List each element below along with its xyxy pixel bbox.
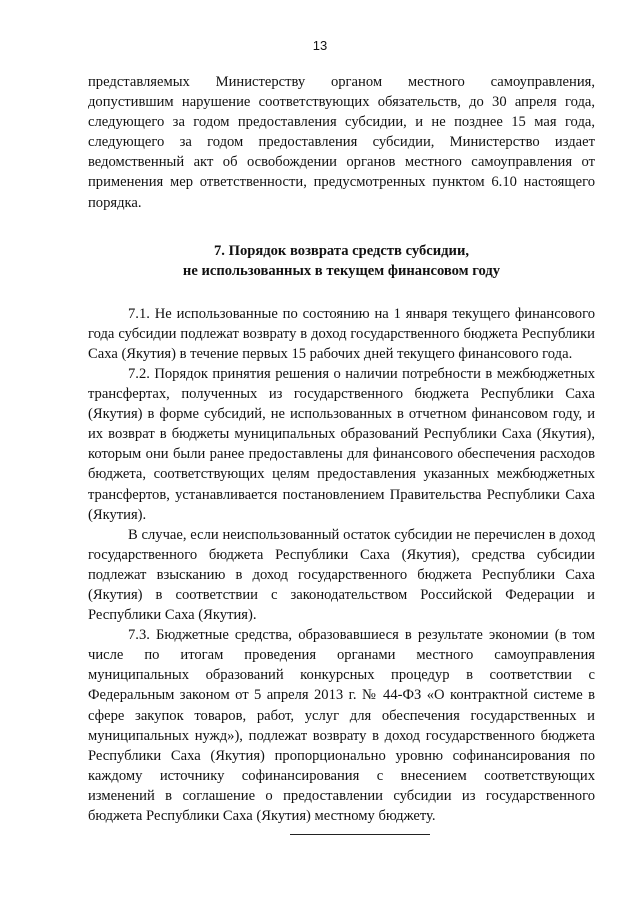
paragraph-7-3: 7.3. Бюджетные средства, образовавшиеся в результате экономии (в том числе по итогам проведения органами местного самоуправления муниципальных образований конкурсных процедур в соответствии с Федеральным законом от 5 апреля 2013 г. № 44-ФЗ «О контрактной системе в сфере закупок товаров, работ, услуг для обеспечения государственных и муниципальных нужд»), подлежат возврату в доход государственного бюджета Республики Саха (Якутия) пропорционально уровню софинансирования по каждому источнику софинансирования с внесением соответствующих изменений в соглашение о предоставлении субсидии из государственного бюджета Республики Саха (Якутия) местному бюджету. (88, 627, 595, 824)
end-of-document-rule (290, 834, 430, 835)
section-heading-line-2: не использованных в текущем финансовом году (182, 262, 501, 279)
paragraph-unspent-balance: В случае, если неиспользованный остаток субсидии не перечислен в доход государственного бюджета Республики Саха (Якутия), средства субсидии подлежат взысканию в доход государственного бюджета Республики Саха (Якутия) в соответствии с законодательством Российской Федерации и Республики Саха (Якутия). (88, 526, 595, 624)
paragraph-7-1: 7.1. Не использованные по состоянию на 1 января текущего финансового года субсидии подлежат возврату в доход государственного бюджета Республики Саха (Якутия) в течение первых 15 рабочих дней текущего финансового года. (88, 305, 595, 362)
section-heading-line-1: 7. Порядок возврата средств субсидии, (214, 242, 469, 259)
paragraph-7-2: 7.2. Порядок принятия решения о наличии потребности в межбюджетных трансфертах, полученных из государственного бюджета Республики Саха (Якутия) в форме субсидий, не использованных в отчетном финансовом году, и их возврат в бюджеты муниципальных образований Республики Саха (Якутия), которым они были ранее предоставлены для финансового обеспечения расходов бюджета, соответствующих целям предоставления указанных межбюджетных трансфертов, устанавливается постановлением Правительства Республики Саха (Якутия). (88, 365, 595, 523)
section-heading (88, 241, 595, 281)
intro-paragraph: представляемых Министерству органом местного самоуправления, допустившим нарушение соответствующих обязательств, до 30 апреля года, следующего за годом предоставления субсидии, и не позднее 15 мая года, следующего за годом предоставления субсидии, Министерство издает ведомственный акт об освобождении органов местного самоуправления от применения мер ответственности, предусмотренных пунктом 6.10 настоящего порядка. (88, 74, 595, 211)
document-body (88, 72, 595, 826)
page-number: 13 (312, 38, 328, 53)
